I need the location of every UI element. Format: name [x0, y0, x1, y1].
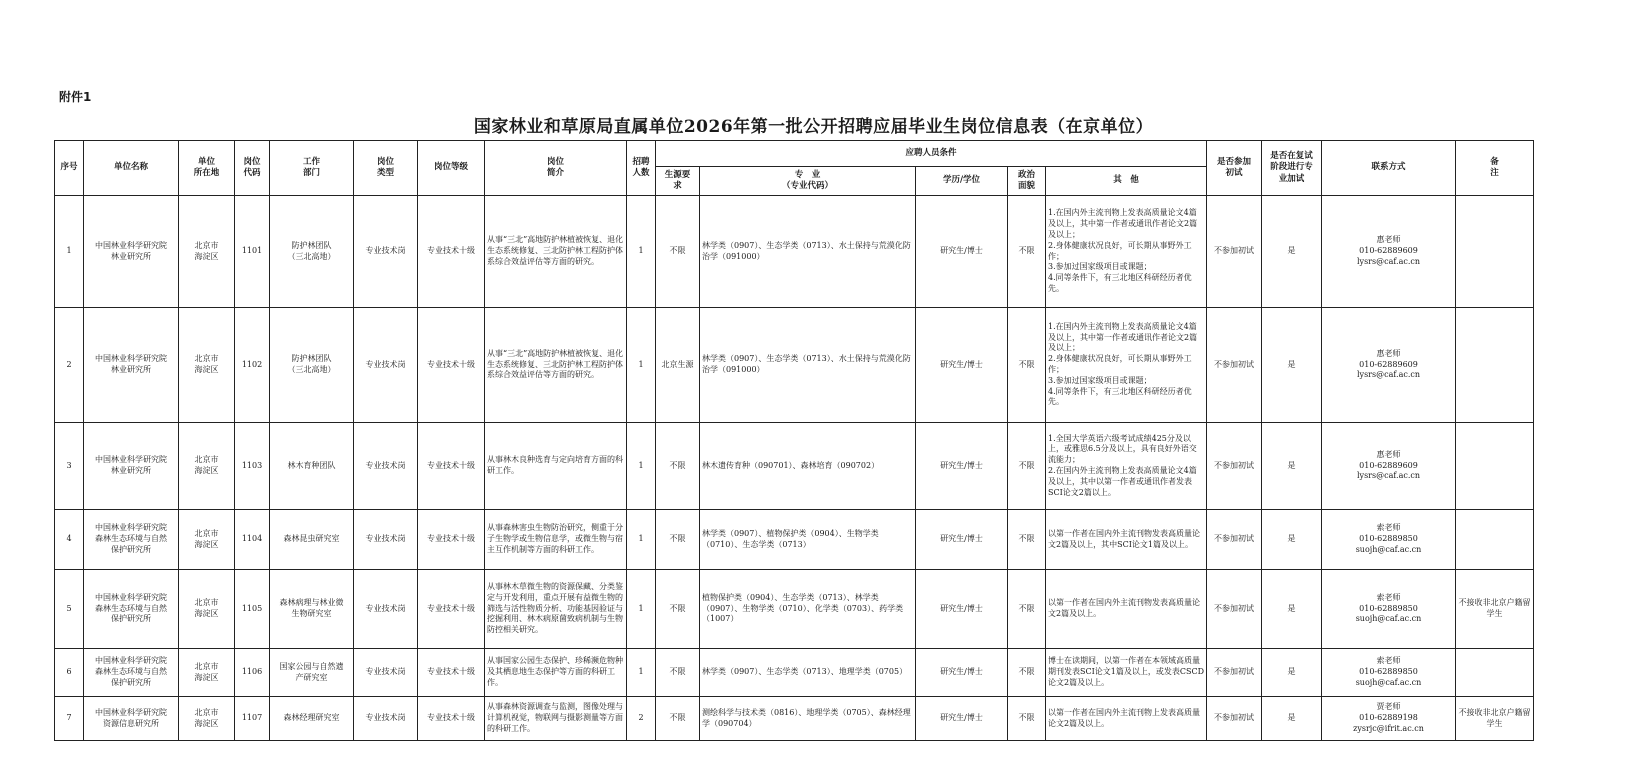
major-cell: 林木遗传育种（090701）、森林培育（090702）	[700, 423, 916, 510]
post-level-cell: 专业技术十级	[418, 510, 485, 570]
post-type-cell: 专业技术岗	[354, 308, 418, 423]
retest-cell: 是	[1262, 649, 1322, 697]
count-cell: 1	[627, 570, 656, 649]
post-desc-cell: 从事“三北”高地防护林植被恢复、退化生态系统修复、三北防护林工程防护体系综合效益评估等方面的研究。	[485, 196, 627, 308]
location-cell-line: 北京市	[194, 661, 219, 671]
header-other: 其 他	[1046, 167, 1207, 196]
post-type-cell: 专业技术岗	[354, 510, 418, 570]
unit-cell-line: 中国林业科学研究院	[95, 707, 167, 717]
department-cell-line: （三北高地）	[287, 365, 336, 374]
political-cell: 不限	[1008, 196, 1046, 308]
contact-cell-line: lysrs@caf.ac.cn	[1356, 256, 1420, 266]
location-cell-line: 海淀区	[194, 251, 219, 261]
unit-cell-line: 中国林业科学研究院	[95, 523, 167, 533]
unit-cell-line: 森林生态环境与自然	[95, 534, 167, 544]
written-test-cell: 不参加初试	[1207, 649, 1262, 697]
post-level-cell: 专业技术十级	[418, 570, 485, 649]
contact-cell-line: suojh@caf.ac.cn	[1355, 677, 1422, 687]
seq-cell: 1	[55, 196, 84, 308]
unit-cell-line: 保护研究所	[111, 677, 151, 687]
header-major: 专 业 （专业代码）	[700, 167, 916, 196]
table-row	[55, 570, 1534, 649]
other-requirements-cell-line: 1.全国大学英语六级考试成绩425分及以上，或雅思6.5分及以上，具有良好外语交流能力；	[1048, 433, 1197, 465]
table-row	[55, 697, 1534, 741]
department-cell-line: （三北高地）	[287, 251, 336, 261]
seq-cell: 6	[55, 649, 84, 697]
other-requirements-cell	[1046, 697, 1207, 741]
location-cell-line: 海淀区	[194, 718, 219, 728]
count-cell: 1	[627, 423, 656, 510]
table-row	[55, 196, 1534, 308]
contact-cell-line: 010-62889850	[1359, 603, 1418, 613]
unit-cell-line: 林业研究所	[111, 251, 151, 261]
header-count: 招聘 人数	[627, 141, 656, 196]
contact-cell	[1322, 510, 1456, 570]
other-requirements-cell-line: 1.在国内外主流刊物上发表高质量论文4篇及以上，其中第一作者或通讯作者论文2篇及以上；	[1048, 321, 1198, 353]
seq-cell: 5	[55, 570, 84, 649]
unit-cell-line: 林业研究所	[111, 466, 151, 475]
unit-cell-line: 中国林业科学研究院	[95, 240, 167, 250]
location-cell	[179, 308, 235, 423]
post-desc-cell: 从事森林害虫生物防治研究，侧重于分子生物学或生物信息学，或微生物与宿主互作机制等方面的科研工作。	[485, 510, 627, 570]
other-requirements-cell-line: 以第一作者在国内外主流刊物发表高质量论文2篇及以上。	[1048, 598, 1200, 618]
location-cell-line: 北京市	[194, 598, 219, 608]
remark-cell	[1456, 423, 1534, 510]
location-cell-line: 海淀区	[194, 609, 219, 618]
post-type-cell: 专业技术岗	[354, 423, 418, 510]
post-code-cell: 1102	[235, 308, 270, 423]
contact-cell-line: 010-62889609	[1359, 359, 1418, 369]
unit-cell	[84, 570, 179, 649]
unit-cell	[84, 196, 179, 308]
department-cell	[270, 308, 354, 423]
origin-cell: 不限	[656, 570, 700, 649]
location-cell	[179, 697, 235, 741]
department-cell	[270, 423, 354, 510]
written-test-cell: 不参加初试	[1207, 697, 1262, 741]
other-requirements-cell	[1046, 308, 1207, 423]
table-body	[55, 196, 1534, 741]
unit-cell-line: 中国林业科学研究院	[95, 354, 167, 364]
post-type-cell: 专业技术岗	[354, 649, 418, 697]
remark-cell: 不接收非北京户籍留学生	[1456, 570, 1534, 649]
count-cell: 1	[627, 649, 656, 697]
post-desc-cell: 从事林木草微生物的资源保藏、分类鉴定与开发利用，重点开展有益微生物的筛选与活性物质分析、功能基因验证与挖掘利用、林木病原菌致病机制与生物防控相关研究。	[485, 570, 627, 649]
contact-cell-line: 索老师	[1376, 523, 1401, 533]
unit-cell-line: 保护研究所	[111, 614, 151, 624]
location-cell-line: 海淀区	[194, 672, 219, 682]
political-cell: 不限	[1008, 649, 1046, 697]
department-cell-line: 林木育种团队	[287, 460, 336, 470]
degree-cell: 研究生/博士	[916, 423, 1008, 510]
retest-cell: 是	[1262, 697, 1322, 741]
contact-cell	[1322, 570, 1456, 649]
table-row	[55, 649, 1534, 697]
other-requirements-cell-line: 博士在读期间，以第一作者在本领域高质量期刊发表SCI论文1篇及以上，或发表CSCD论文2篇及以上。	[1048, 656, 1204, 687]
contact-cell-line: suojh@caf.ac.cn	[1355, 614, 1422, 624]
post-code-cell: 1104	[235, 510, 270, 570]
contact-cell-line: 惠老师	[1376, 348, 1401, 358]
other-requirements-cell	[1046, 196, 1207, 308]
post-code-cell: 1101	[235, 196, 270, 308]
location-cell-line: 海淀区	[194, 539, 219, 549]
document-title: 国家林业和草原局直属单位2026年第一批公开招聘应届毕业生岗位信息表（在京单位）	[473, 117, 1154, 137]
contact-cell	[1322, 308, 1456, 423]
department-cell	[270, 196, 354, 308]
location-cell-line: 北京市	[194, 455, 219, 465]
location-cell	[179, 510, 235, 570]
contact-cell-line: suojh@caf.ac.cn	[1355, 544, 1422, 554]
origin-cell: 不限	[656, 423, 700, 510]
contact-cell-line: 010-62889850	[1359, 667, 1418, 677]
unit-cell-line: 中国林业科学研究院	[95, 592, 167, 602]
department-cell-line: 防护林团队	[291, 354, 332, 364]
unit-cell	[84, 697, 179, 741]
post-code-cell: 1103	[235, 423, 270, 510]
department-cell-line: 防护林团队	[291, 240, 332, 250]
table-row	[55, 423, 1534, 510]
contact-cell-line: 010-62889609	[1359, 246, 1418, 256]
post-type-cell: 专业技术岗	[354, 697, 418, 741]
origin-cell: 北京生源	[656, 308, 700, 423]
written-test-cell: 不参加初试	[1207, 510, 1262, 570]
department-cell-line: 森林昆虫研究室	[283, 534, 340, 544]
seq-cell: 7	[55, 697, 84, 741]
unit-cell-line: 资源信息研究所	[103, 718, 159, 728]
political-cell: 不限	[1008, 308, 1046, 423]
remark-cell	[1456, 196, 1534, 308]
other-requirements-cell-line: 4.同等条件下，有三北地区科研经历者优先。	[1048, 386, 1192, 407]
location-cell	[179, 570, 235, 649]
table-row	[55, 510, 1534, 570]
post-level-cell: 专业技术十级	[418, 697, 485, 741]
post-level-cell: 专业技术十级	[418, 196, 485, 308]
major-cell: 林学类（0907）、植物保护类（0904）、生物学类（0710）、生态学类（0713）	[700, 510, 916, 570]
post-type-cell: 专业技术岗	[354, 196, 418, 308]
origin-cell: 不限	[656, 697, 700, 741]
header-political: 政治 面貌	[1008, 167, 1046, 196]
unit-cell	[84, 510, 179, 570]
unit-cell-line: 林业研究所	[111, 365, 151, 374]
department-cell	[270, 697, 354, 741]
post-type-cell: 专业技术岗	[354, 570, 418, 649]
remark-cell	[1456, 308, 1534, 423]
contact-cell	[1322, 196, 1456, 308]
other-requirements-cell	[1046, 570, 1207, 649]
count-cell: 1	[627, 510, 656, 570]
header-post-type: 岗位 类型	[354, 141, 418, 196]
remark-cell: 不接收非北京户籍留学生	[1456, 697, 1534, 741]
contact-cell-line: lysrs@caf.ac.cn	[1356, 370, 1420, 380]
retest-cell: 是	[1262, 423, 1322, 510]
seq-cell: 2	[55, 308, 84, 423]
political-cell: 不限	[1008, 423, 1046, 510]
post-desc-cell: 从事林木良种选育与定向培育方面的科研工作。	[485, 423, 627, 510]
header-post-desc: 岗位 简介	[485, 141, 627, 196]
major-cell: 林学类（0907）、生态学类（0713）、水土保持与荒漠化防治学（091000）	[700, 196, 916, 308]
table-row	[55, 308, 1534, 423]
major-cell: 测绘科学与技术类（0816）、地理学类（0705）、森林经理学（090704）	[700, 697, 916, 741]
degree-cell: 研究生/博士	[916, 697, 1008, 741]
location-cell-line: 北京市	[194, 240, 219, 250]
post-code-cell: 1107	[235, 697, 270, 741]
post-level-cell: 专业技术十级	[418, 649, 485, 697]
origin-cell: 不限	[656, 649, 700, 697]
unit-cell-line: 中国林业科学研究院	[95, 656, 167, 666]
header-requirements: 应聘人员条件	[656, 141, 1207, 167]
job-positions-table	[54, 140, 1534, 741]
degree-cell: 研究生/博士	[916, 308, 1008, 423]
other-requirements-cell-line: 1.在国内外主流刊物上发表高质量论文4篇及以上，其中第一作者或通讯作者论文2篇及以上；	[1048, 208, 1198, 239]
other-requirements-cell-line: 4.同等条件下，有三北地区科研经历者优先。	[1048, 273, 1192, 293]
contact-cell-line: 索老师	[1376, 656, 1401, 666]
post-desc-cell: 从事“三北”高地防护林植被恢复、退化生态系统修复、三北防护林工程防护体系综合效益评估等方面的研究。	[485, 308, 627, 423]
post-level-cell: 专业技术十级	[418, 423, 485, 510]
retest-cell: 是	[1262, 308, 1322, 423]
location-cell-line: 海淀区	[194, 365, 219, 374]
header-origin: 生源要 求	[656, 167, 700, 196]
contact-cell-line: 010-62889198	[1359, 713, 1418, 723]
contact-cell-line: 惠老师	[1376, 235, 1401, 245]
unit-cell-line: 中国林业科学研究院	[95, 455, 167, 465]
political-cell: 不限	[1008, 570, 1046, 649]
contact-cell	[1322, 649, 1456, 697]
other-requirements-cell-line: 以第一作者在国内外主流刊物上发表高质量论文2篇及以上。	[1048, 707, 1200, 728]
contact-cell	[1322, 697, 1456, 741]
retest-cell: 是	[1262, 510, 1322, 570]
contact-cell-line: 010-62889609	[1359, 460, 1418, 470]
count-cell: 1	[627, 196, 656, 308]
written-test-cell: 不参加初试	[1207, 196, 1262, 308]
contact-cell-line: 010-62889850	[1359, 534, 1418, 544]
header-post-level: 岗位等级	[418, 141, 485, 196]
attachment-label: 附件1	[59, 90, 92, 104]
degree-cell: 研究生/博士	[916, 570, 1008, 649]
location-cell-line: 北京市	[194, 707, 219, 717]
contact-cell-line: 惠老师	[1376, 449, 1401, 459]
header-post-code: 岗位 代码	[235, 141, 270, 196]
remark-cell	[1456, 649, 1534, 697]
seq-cell: 4	[55, 510, 84, 570]
written-test-cell: 不参加初试	[1207, 308, 1262, 423]
count-cell: 1	[627, 308, 656, 423]
header-department: 工作 部门	[270, 141, 354, 196]
location-cell-line: 海淀区	[194, 466, 219, 475]
department-cell	[270, 570, 354, 649]
seq-cell: 3	[55, 423, 84, 510]
remark-cell	[1456, 510, 1534, 570]
contact-cell-line: zysrjc@ifrit.ac.cn	[1353, 723, 1424, 733]
other-requirements-cell	[1046, 510, 1207, 570]
post-level-cell: 专业技术十级	[418, 308, 485, 423]
other-requirements-cell-line: 2.身体健康状况良好，可长期从事野外工作；	[1048, 240, 1192, 261]
other-requirements-cell-line: 3.参加过国家级项目或课题；	[1048, 375, 1152, 385]
other-requirements-cell-line: 2.在国内外主流刊物上发表高质量论文4篇及以上，其中以第一作者或通讯作者发表SCI论文2篇以上。	[1048, 466, 1197, 497]
unit-cell	[84, 423, 179, 510]
department-cell-line: 森林病理与林业微	[279, 598, 344, 608]
header-contact: 联系方式	[1322, 141, 1456, 196]
retest-cell: 是	[1262, 196, 1322, 308]
political-cell: 不限	[1008, 697, 1046, 741]
unit-cell-line: 森林生态环境与自然	[95, 667, 167, 677]
other-requirements-cell-line: 2.身体健康状况良好，可长期从事野外工作；	[1048, 354, 1192, 374]
post-desc-cell: 从事国家公园生态保护、珍稀濒危物种及其栖息地生态保护等方面的科研工作。	[485, 649, 627, 697]
major-cell: 植物保护类（0904）、生态学类（0713）、林学类（0907）、生物学类（0710）、化学类（0703）、药学类（1007）	[700, 570, 916, 649]
department-cell-line: 生物研究室	[291, 609, 332, 618]
unit-cell-line: 森林生态环境与自然	[95, 603, 167, 613]
count-cell: 2	[627, 697, 656, 741]
header-written-test: 是否参加 初试	[1207, 141, 1262, 196]
major-cell: 林学类（0907）、生态学类（0713）、地理学类（0705）	[700, 649, 916, 697]
other-requirements-cell	[1046, 649, 1207, 697]
header-degree: 学历/学位	[916, 167, 1008, 196]
location-cell	[179, 649, 235, 697]
degree-cell: 研究生/博士	[916, 510, 1008, 570]
major-cell: 林学类（0907）、生态学类（0713）、水土保持与荒漠化防治学（091000）	[700, 308, 916, 423]
department-cell-line: 森林经理研究室	[283, 713, 340, 723]
origin-cell: 不限	[656, 196, 700, 308]
retest-cell: 是	[1262, 570, 1322, 649]
other-requirements-cell-line: 以第一作者在国内外主流刊物发表高质量论文2篇及以上，其中SCI论文1篇及以上。	[1048, 528, 1200, 549]
degree-cell: 研究生/博士	[916, 649, 1008, 697]
contact-cell-line: 索老师	[1376, 592, 1401, 602]
header-retest: 是否在复试 阶段进行专 业加试	[1262, 141, 1322, 196]
post-code-cell: 1106	[235, 649, 270, 697]
location-cell-line: 北京市	[194, 528, 219, 538]
political-cell: 不限	[1008, 510, 1046, 570]
header-unit: 单位名称	[84, 141, 179, 196]
contact-cell	[1322, 423, 1456, 510]
header-location: 单位 所在地	[179, 141, 235, 196]
unit-cell	[84, 308, 179, 423]
written-test-cell: 不参加初试	[1207, 423, 1262, 510]
department-cell-line: 产研究室	[295, 672, 328, 682]
location-cell	[179, 423, 235, 510]
location-cell	[179, 196, 235, 308]
department-cell-line: 国家公园与自然遗	[279, 661, 344, 671]
header-seq: 序号	[55, 141, 84, 196]
written-test-cell: 不参加初试	[1207, 570, 1262, 649]
post-desc-cell: 从事森林资源调查与监测，图像处理与计算机视觉，物联网与摄影测量等方面的科研工作。	[485, 697, 627, 741]
degree-cell: 研究生/博士	[916, 196, 1008, 308]
location-cell-line: 北京市	[194, 354, 219, 364]
contact-cell-line: lysrs@caf.ac.cn	[1356, 471, 1420, 481]
unit-cell-line: 保护研究所	[111, 544, 151, 554]
origin-cell: 不限	[656, 510, 700, 570]
other-requirements-cell-line: 3.参加过国家级项目或课题；	[1048, 262, 1152, 272]
contact-cell-line: 贾老师	[1376, 702, 1401, 712]
post-code-cell: 1105	[235, 570, 270, 649]
header-remark: 备 注	[1456, 141, 1534, 196]
department-cell	[270, 649, 354, 697]
other-requirements-cell	[1046, 423, 1207, 510]
department-cell	[270, 510, 354, 570]
unit-cell	[84, 649, 179, 697]
